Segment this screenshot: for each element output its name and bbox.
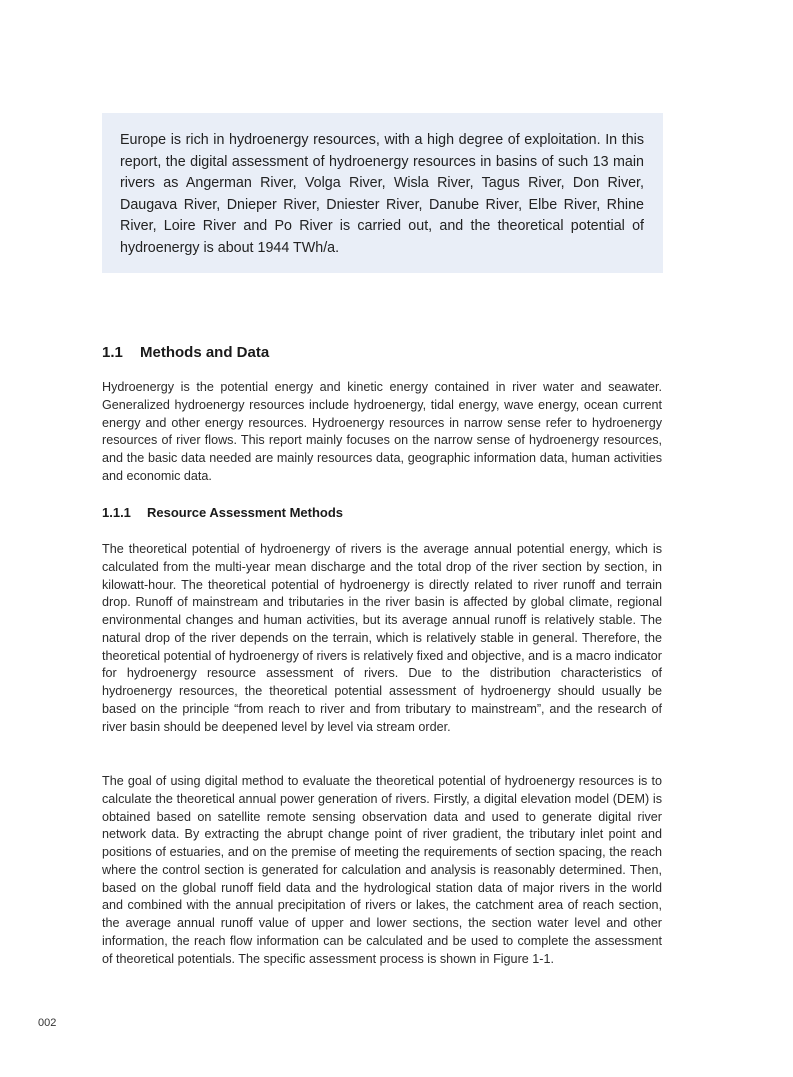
section-number: 1.1 — [102, 344, 123, 361]
abstract-text: Europe is rich in hydroenergy resources, with a high degree of exploitation. In this report, the digital assessment of hydroenergy resources in basins of such 13 main rivers as Angerman River, Volga River, Wisla River, Tagus River, Don River, Daugava River, Dnieper River, Dniester River, Danube River, Elbe River, Rhine River, Loire River and Po River is carried out, and the theoretical potential of hydroenergy is about 1944 TWh/a. — [120, 132, 644, 256]
subsection-title: Resource Assessment Methods — [147, 505, 344, 520]
body-paragraph: The goal of using digital method to evaluate the theoretical potential of hydroenergy resources is to calculate the theoretical annual power generation of rivers. Firstly, a digital elevation model (DEM) is obtained based on satellite remote sensing observation data and used to generate digital river network data. By extracting the abrupt change point of river gradient, the tributary inlet point and positions of estuaries, and on the premise of meeting the requirements of section spacing, the reach where the control section is generated for calculation and analysis is reasonably determined. Then, based on the global runoff field data and the hydrological station data of major rivers in the world and combined with the annual precipitation of rivers or lakes, the catchment area of reach section, the average annual runoff value of upper and lower sections, the section water level and other information, the reach flow information can be calculated and be used to complete the assessment of theoretical potentials. The specific assessment process is shown in Figure 1-1. — [102, 774, 662, 966]
section-title: Methods and Data — [140, 344, 270, 361]
subsection-heading — [102, 505, 343, 520]
page-number: 002 — [38, 1017, 57, 1029]
subsection-number: 1.1.1 — [102, 505, 131, 520]
body-paragraph: The theoretical potential of hydroenergy of rivers is the average annual potential energy, which is calculated from the multi-year mean discharge and the total drop of the river section by section, in kilowatt-hour. The theoretical potential of hydroenergy is directly related to river runoff and terrain drop. Runoff of mainstream and tributaries in the river basin is affected by global climate, regional environmental changes and human activities, but its average annual runoff is relatively stable. The natural drop of the river depends on the terrain, which is relatively stable in general. Therefore, the theoretical potential of hydroenergy of rivers is relatively fixed and objective, and is a macro indicator for hydroenergy resource assessment of rivers. Due to the distribution characteristics of hydroenergy resources, the theoretical potential assessment of hydroenergy should usually be based on the principle “from reach to river and from tributary to mainstream”, and the research of river basin should be deepened level by level via stream order. — [102, 542, 662, 734]
section-intro-paragraph: Hydroenergy is the potential energy and kinetic energy contained in river water and seawater. Generalized hydroenergy resources include hydroenergy, tidal energy, wave energy, ocean current energy and other energy resources. Hydroenergy resources in narrow sense refer to hydroenergy resources of river flows. This report mainly focuses on the narrow sense of hydroenergy resources, and the basic data needed are mainly resources data, geographic information data, human activities and economic data. — [102, 380, 662, 483]
abstract-box — [102, 113, 663, 273]
section-heading — [102, 344, 269, 361]
